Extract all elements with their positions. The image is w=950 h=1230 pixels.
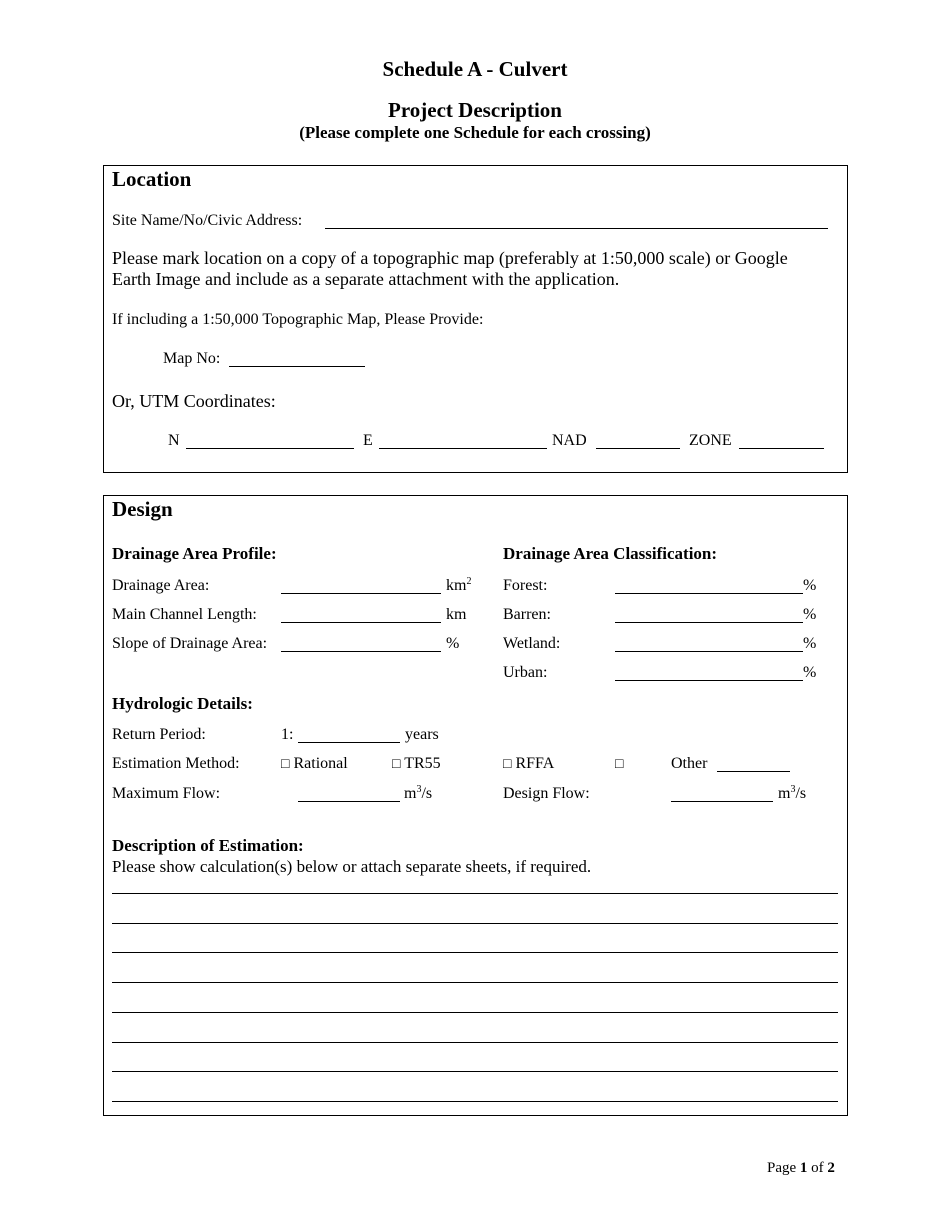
nad-field[interactable] — [596, 448, 680, 449]
method-other-field[interactable] — [717, 771, 790, 772]
desc-line[interactable] — [112, 982, 838, 983]
desc-line[interactable] — [112, 1101, 838, 1102]
max-flow-unit: $m^3/s$ — [404, 784, 433, 802]
forest-field[interactable] — [615, 593, 803, 594]
desc-heading: Description of Estimation: — [112, 836, 304, 855]
urban-field[interactable] — [615, 680, 803, 681]
class-unit: % — [803, 577, 817, 594]
desc-line[interactable] — [112, 1042, 838, 1043]
method-rational[interactable]: □ Rational — [281, 755, 348, 772]
design-heading: Design — [112, 497, 173, 521]
topo-text: If including a 1:50,000 Topographic Map, Please Provide: — [112, 311, 484, 328]
map-no-label: Map No: — [163, 350, 221, 367]
profile-unit: % — [446, 635, 460, 652]
wetland-field[interactable] — [615, 651, 803, 652]
site-label: Site Name/No/Civic Address: — [112, 212, 303, 229]
mark-text-2: Earth Image and include as a separate attachment with the application. — [112, 269, 620, 289]
estimation-label: Estimation Method: — [112, 755, 240, 772]
site-field[interactable] — [325, 228, 828, 229]
channel-length-field[interactable] — [281, 622, 441, 623]
desc-line[interactable] — [112, 952, 838, 953]
hydro-heading: Hydrologic Details: — [112, 694, 253, 713]
design-flow-unit: $m^3/s$ — [778, 784, 807, 802]
zone-label: ZONE — [689, 432, 732, 449]
class-heading: Drainage Area Classification: — [503, 544, 718, 563]
return-period-label: Return Period: — [112, 726, 206, 743]
checkbox-icon[interactable]: □ — [392, 757, 401, 772]
mark-text-1: Please mark location on a copy of a topographic map (preferably at 1:50,000 scale) or Google — [112, 248, 788, 268]
nad-label: NAD — [552, 432, 587, 449]
barren-field[interactable] — [615, 622, 803, 623]
page-title: Schedule A - Culvert — [382, 57, 568, 81]
class-unit: % — [803, 635, 817, 652]
profile-label: Slope of Drainage Area: — [112, 635, 268, 652]
desc-line[interactable] — [112, 893, 838, 894]
max-flow-label: Maximum Flow: — [112, 785, 221, 802]
e-field[interactable] — [379, 448, 547, 449]
class-unit: % — [803, 606, 817, 623]
desc-line[interactable] — [112, 1012, 838, 1013]
method-tr55[interactable]: □ TR55 — [392, 755, 441, 772]
desc-text: Please show calculation(s) below or attach separate sheets, if required. — [112, 857, 592, 876]
design-flow-label: Design Flow: — [503, 785, 590, 802]
utm-text: Or, UTM Coordinates: — [112, 391, 276, 411]
class-label: Forest: — [503, 577, 548, 594]
location-heading: Location — [112, 167, 192, 191]
zone-field[interactable] — [739, 448, 824, 449]
class-unit: % — [803, 664, 817, 681]
method-other-label: Other — [671, 755, 708, 772]
max-flow-field[interactable] — [298, 801, 400, 802]
page-subtitle: Project Description — [388, 98, 562, 122]
profile-heading: Drainage Area Profile: — [112, 544, 277, 563]
method-blank[interactable] — [615, 755, 623, 773]
checkbox-icon[interactable]: □ — [503, 757, 512, 772]
class-label: Urban: — [503, 664, 548, 681]
profile-label: Drainage Area: — [112, 577, 210, 594]
desc-line[interactable] — [112, 923, 838, 924]
e-label: E — [363, 432, 373, 449]
desc-line[interactable] — [112, 1071, 838, 1072]
slope-field[interactable] — [281, 651, 441, 652]
return-period-prefix: 1: — [281, 726, 294, 743]
profile-label: Main Channel Length: — [112, 606, 257, 623]
class-label: Barren: — [503, 606, 551, 623]
n-field[interactable] — [186, 448, 354, 449]
checkbox-icon[interactable]: □ — [281, 757, 290, 772]
map-no-field[interactable] — [229, 366, 365, 367]
design-section — [103, 495, 848, 1116]
class-label: Wetland: — [503, 635, 561, 652]
page-number: Page 1 of 2 — [767, 1160, 835, 1176]
profile-unit: km — [446, 606, 467, 623]
return-period-unit: years — [405, 726, 439, 743]
method-rffa[interactable]: □ RFFA — [503, 755, 555, 772]
return-period-field[interactable] — [298, 742, 400, 743]
checkbox-icon[interactable]: □ — [615, 757, 624, 772]
drainage-area-field[interactable] — [281, 593, 441, 594]
n-label: N — [168, 432, 180, 449]
page-instruction: (Please complete one Schedule for each crossing) — [299, 123, 651, 142]
profile-unit: $km^2$ — [446, 576, 472, 594]
design-flow-field[interactable] — [671, 801, 773, 802]
